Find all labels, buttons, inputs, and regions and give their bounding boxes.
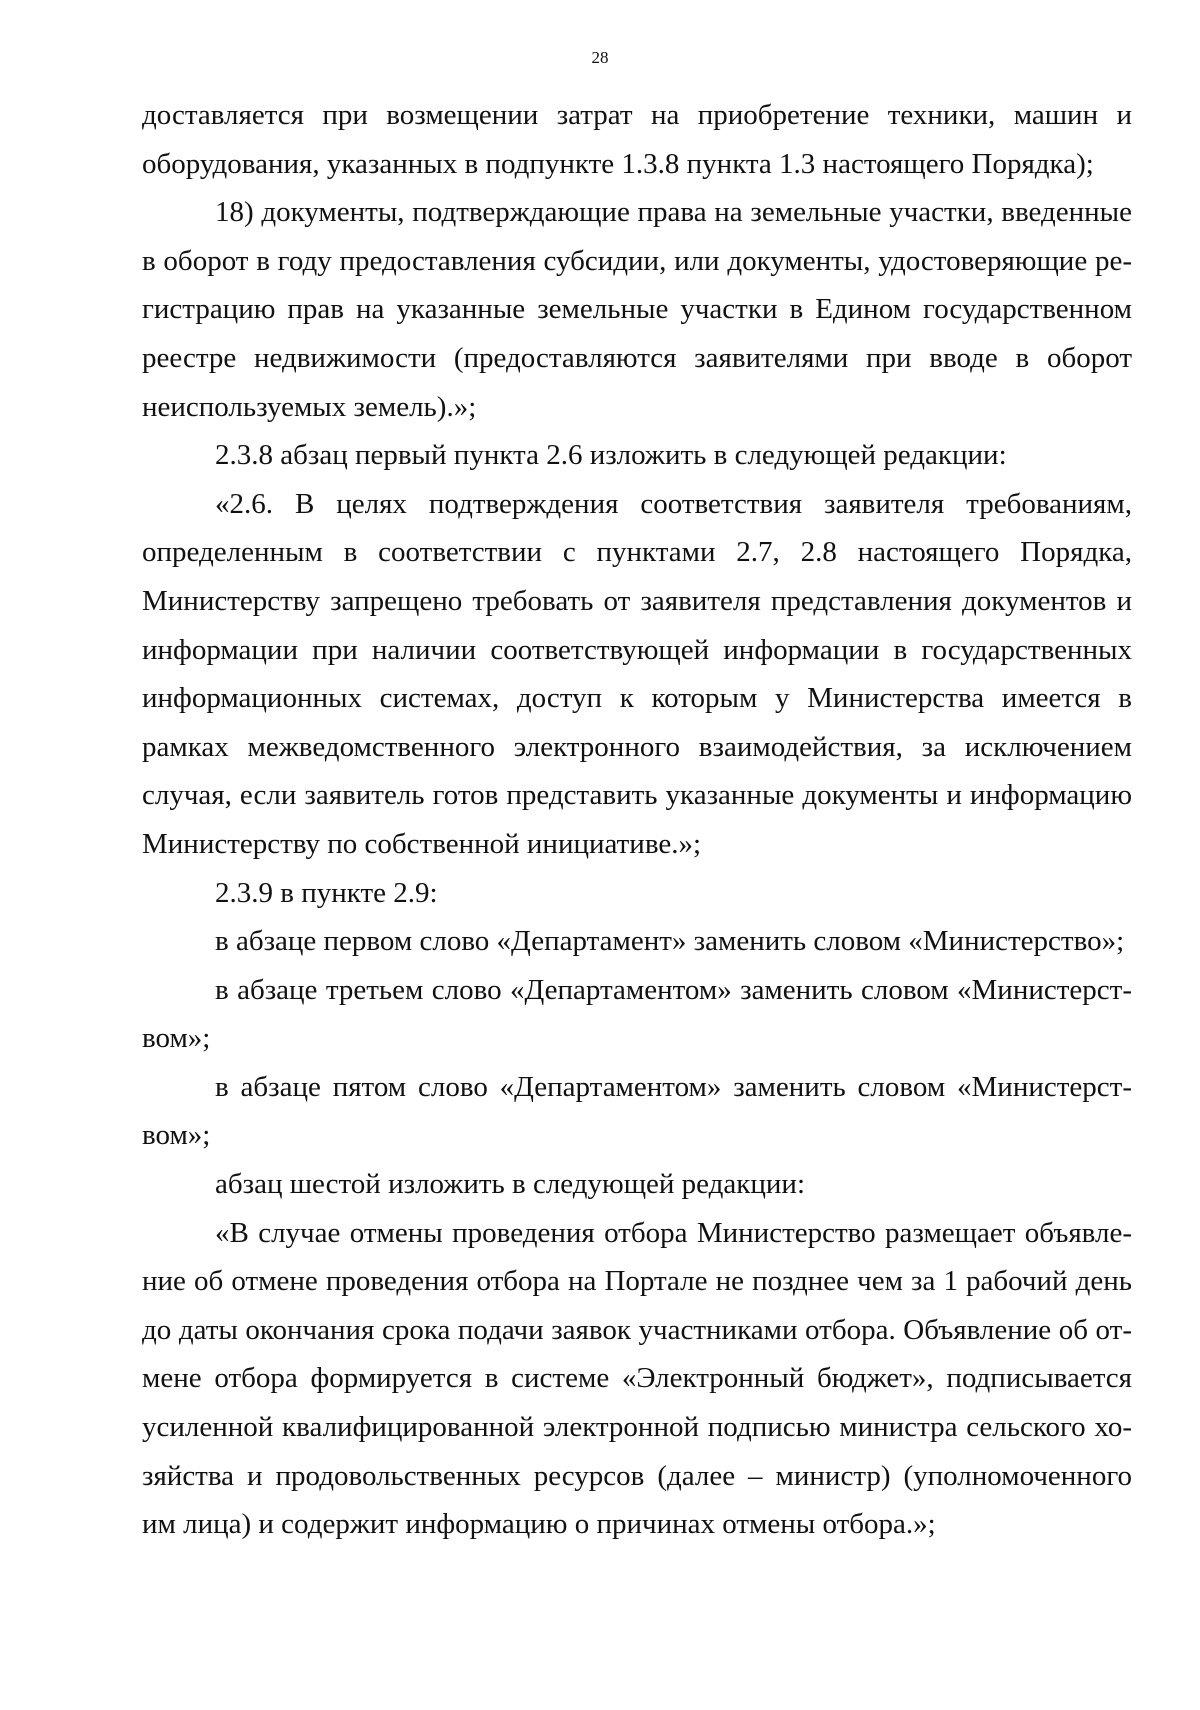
paragraph-abzac-first: в абзаце первом слово «Департамент» заменить словом «Министерство»; bbox=[215, 925, 1125, 958]
page-number: 28 bbox=[591, 48, 609, 67]
paragraph-abzac-fifth: в абзаце пятом слово «Департаментом» заменить словом «Министерством»; bbox=[142, 1070, 1132, 1152]
paragraph-cancellation-quote: «В случае отмены проведения отбора Министерство размещает объявление об отмене проведения отбора на Портале не позднее чем за 1 рабочий день до даты окончания срока подачи заявок участниками отбора. Объявление об отмене отбора формируется в системе «Электронный бюджет», подписывается усиленной квалифицированной электронной подписью министра сельского хозяйства и продовольственных ресурсов (далее – министр) (уполномоченного им лица) и содержит информацию о причинах отмены отбора.»; bbox=[142, 1216, 1132, 1541]
paragraph-item-18: 18) документы, подтверждающие права на земельные участки, введенные в оборот в году предоставления субсидии, или документы, удостоверяющие регистрацию прав на указанные земельные участки в Едином государственном реестре недвижимости (предоставляются заявителями при вводе в оборот неиспользуемых земель).»; bbox=[142, 196, 1132, 423]
paragraph-continuation: доставляется при возмещении затрат на приобретение техники, машин и оборудования, указанных в подпункте 1.3.8 пункта 1.3 настоящего Порядка); bbox=[142, 99, 1132, 180]
paragraph-2-3-9: 2.3.9 в пункте 2.9: bbox=[215, 876, 438, 909]
paragraph-2-6-quote: «2.6. В целях подтверждения соответствия заявителя требованиям, определенным в соответствии с пунктами 2.7, 2.8 настоящего Порядка, Министерству запрещено требовать от заявителя представления документов и информации при наличии соответствующей информации в государственных информационных системах, доступ к которым у Министерства имеется в рамках межведомственного электронного взаимодействия, за исключением случая, если заявитель готов представить указанные документы и информацию Министерству по собственной инициативе.»; bbox=[142, 487, 1132, 860]
document-body bbox=[142, 91, 1132, 1549]
paragraph-2-3-8: 2.3.8 абзац первый пункта 2.6 изложить в следующей редакции: bbox=[215, 439, 1007, 472]
paragraph-abzac-sixth: абзац шестой изложить в следующей редакции: bbox=[215, 1168, 805, 1201]
paragraph-abzac-third: в абзаце третьем слово «Департаментом» заменить словом «Министерством»; bbox=[142, 973, 1132, 1055]
